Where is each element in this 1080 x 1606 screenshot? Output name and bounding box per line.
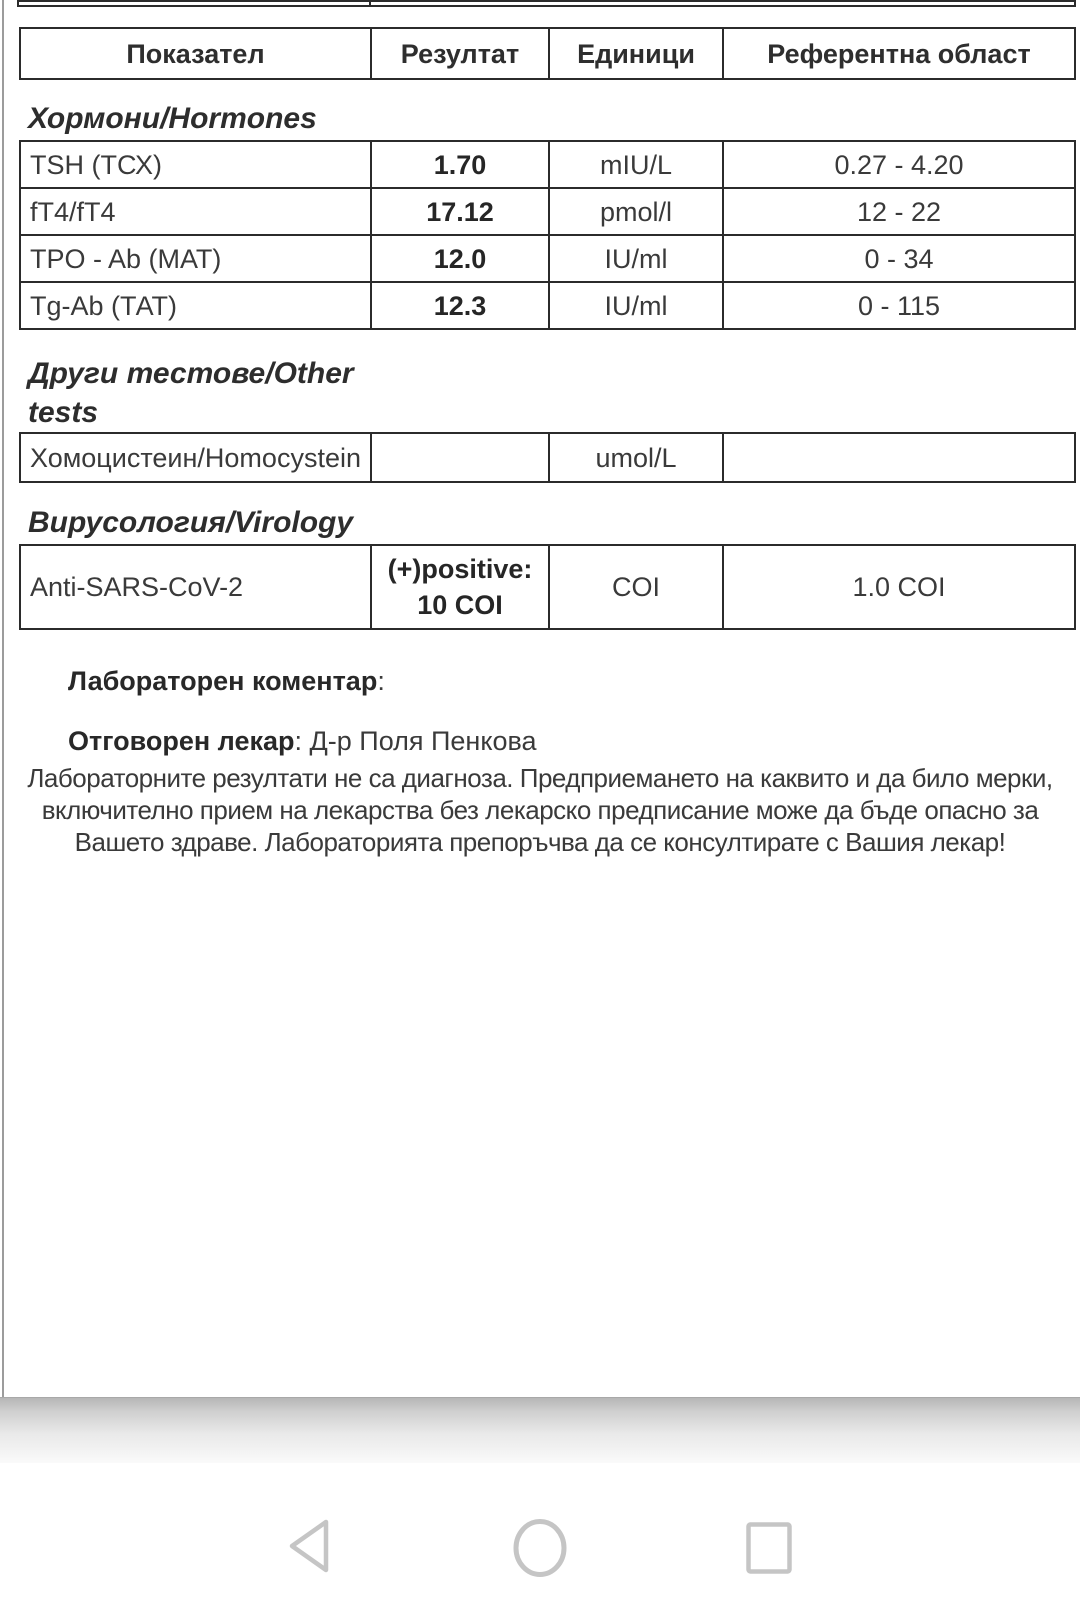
lab-comment-line — [68, 666, 385, 696]
other-tests-table — [19, 432, 1076, 483]
header-row — [21, 29, 1074, 78]
test-result: 1.70 — [370, 142, 548, 187]
table-row — [21, 187, 1074, 234]
back-button[interactable] — [283, 1516, 333, 1576]
home-circle-icon — [512, 1518, 568, 1578]
test-units: umol/L — [548, 434, 722, 481]
test-name: Хомоцистеин/Homocystein — [30, 442, 361, 473]
result-line-2: 10 COI — [417, 590, 503, 620]
test-units: pmol/l — [548, 189, 722, 234]
virology-table — [19, 544, 1076, 630]
section-title-other-tests: Други тестове/Other tests — [28, 357, 354, 429]
doctor-name: : Д-р Поля Пенкова — [294, 726, 537, 756]
test-result: 17.12 — [370, 189, 548, 234]
back-triangle-icon — [283, 1516, 333, 1576]
test-reference: 0 - 115 — [722, 283, 1074, 328]
test-result — [370, 546, 548, 628]
recents-square-icon — [745, 1521, 793, 1575]
page-bottom-shadow-bar — [0, 1397, 1080, 1463]
test-name: Anti-SARS-CoV-2 — [30, 572, 244, 602]
test-name: TSH (ТСХ) — [30, 149, 162, 180]
test-result: 12.3 — [370, 283, 548, 328]
test-name: fT4/fT4 — [30, 196, 116, 227]
header-col-indicator: Показател — [126, 38, 265, 69]
section-title-hormones: Хормони/Hormones — [28, 102, 317, 135]
page-left-border — [2, 0, 4, 1397]
previous-table-cutoff — [17, 0, 1076, 7]
result-line-1: (+)positive: — [387, 554, 533, 584]
previous-table-column-stub — [369, 0, 371, 5]
table-row — [21, 281, 1074, 328]
results-table-header — [19, 27, 1076, 80]
doctor-label: Отговорен лекар — [68, 726, 295, 756]
test-reference: 12 - 22 — [722, 189, 1074, 234]
test-reference: 0.27 - 4.20 — [722, 142, 1074, 187]
table-row — [21, 142, 1074, 187]
responsible-doctor-line — [68, 726, 537, 756]
test-name: TPO - Ab (МАТ) — [30, 243, 222, 274]
test-name: Tg-Ab (ТАТ) — [30, 290, 177, 321]
table-row — [21, 546, 1074, 628]
test-units: IU/ml — [548, 283, 722, 328]
lab-comment-label: Лабораторен коментар — [68, 666, 378, 696]
test-units: mIU/L — [548, 142, 722, 187]
test-units: COI — [548, 546, 722, 628]
table-row — [21, 434, 1074, 481]
test-units: IU/ml — [548, 236, 722, 281]
test-reference — [722, 434, 1074, 481]
lab-disclaimer-text: Лабораторните резултати не са диагноза. Предприемането на каквито и да било мерки, включително прием на лекарства без лекарско предписание може да бъде опасно за Вашето здраве. Лабораторията препоръчва да се консултирате с Вашия лекар! — [27, 763, 1053, 857]
section-title-virology: Вирусология/Virology — [28, 506, 354, 539]
header-col-units: Единици — [548, 29, 722, 78]
lab-comment-colon: : — [377, 666, 385, 696]
test-result — [370, 434, 548, 481]
recents-button[interactable] — [745, 1521, 793, 1575]
test-reference: 0 - 34 — [722, 236, 1074, 281]
previous-table-line — [19, 0, 1074, 2]
hormones-table — [19, 140, 1076, 330]
header-col-result: Резултат — [370, 29, 548, 78]
header-col-reference: Референтна област — [722, 29, 1074, 78]
table-row — [21, 234, 1074, 281]
home-button[interactable] — [512, 1518, 568, 1578]
test-reference: 1.0 COI — [722, 546, 1074, 628]
test-result: 12.0 — [370, 236, 548, 281]
